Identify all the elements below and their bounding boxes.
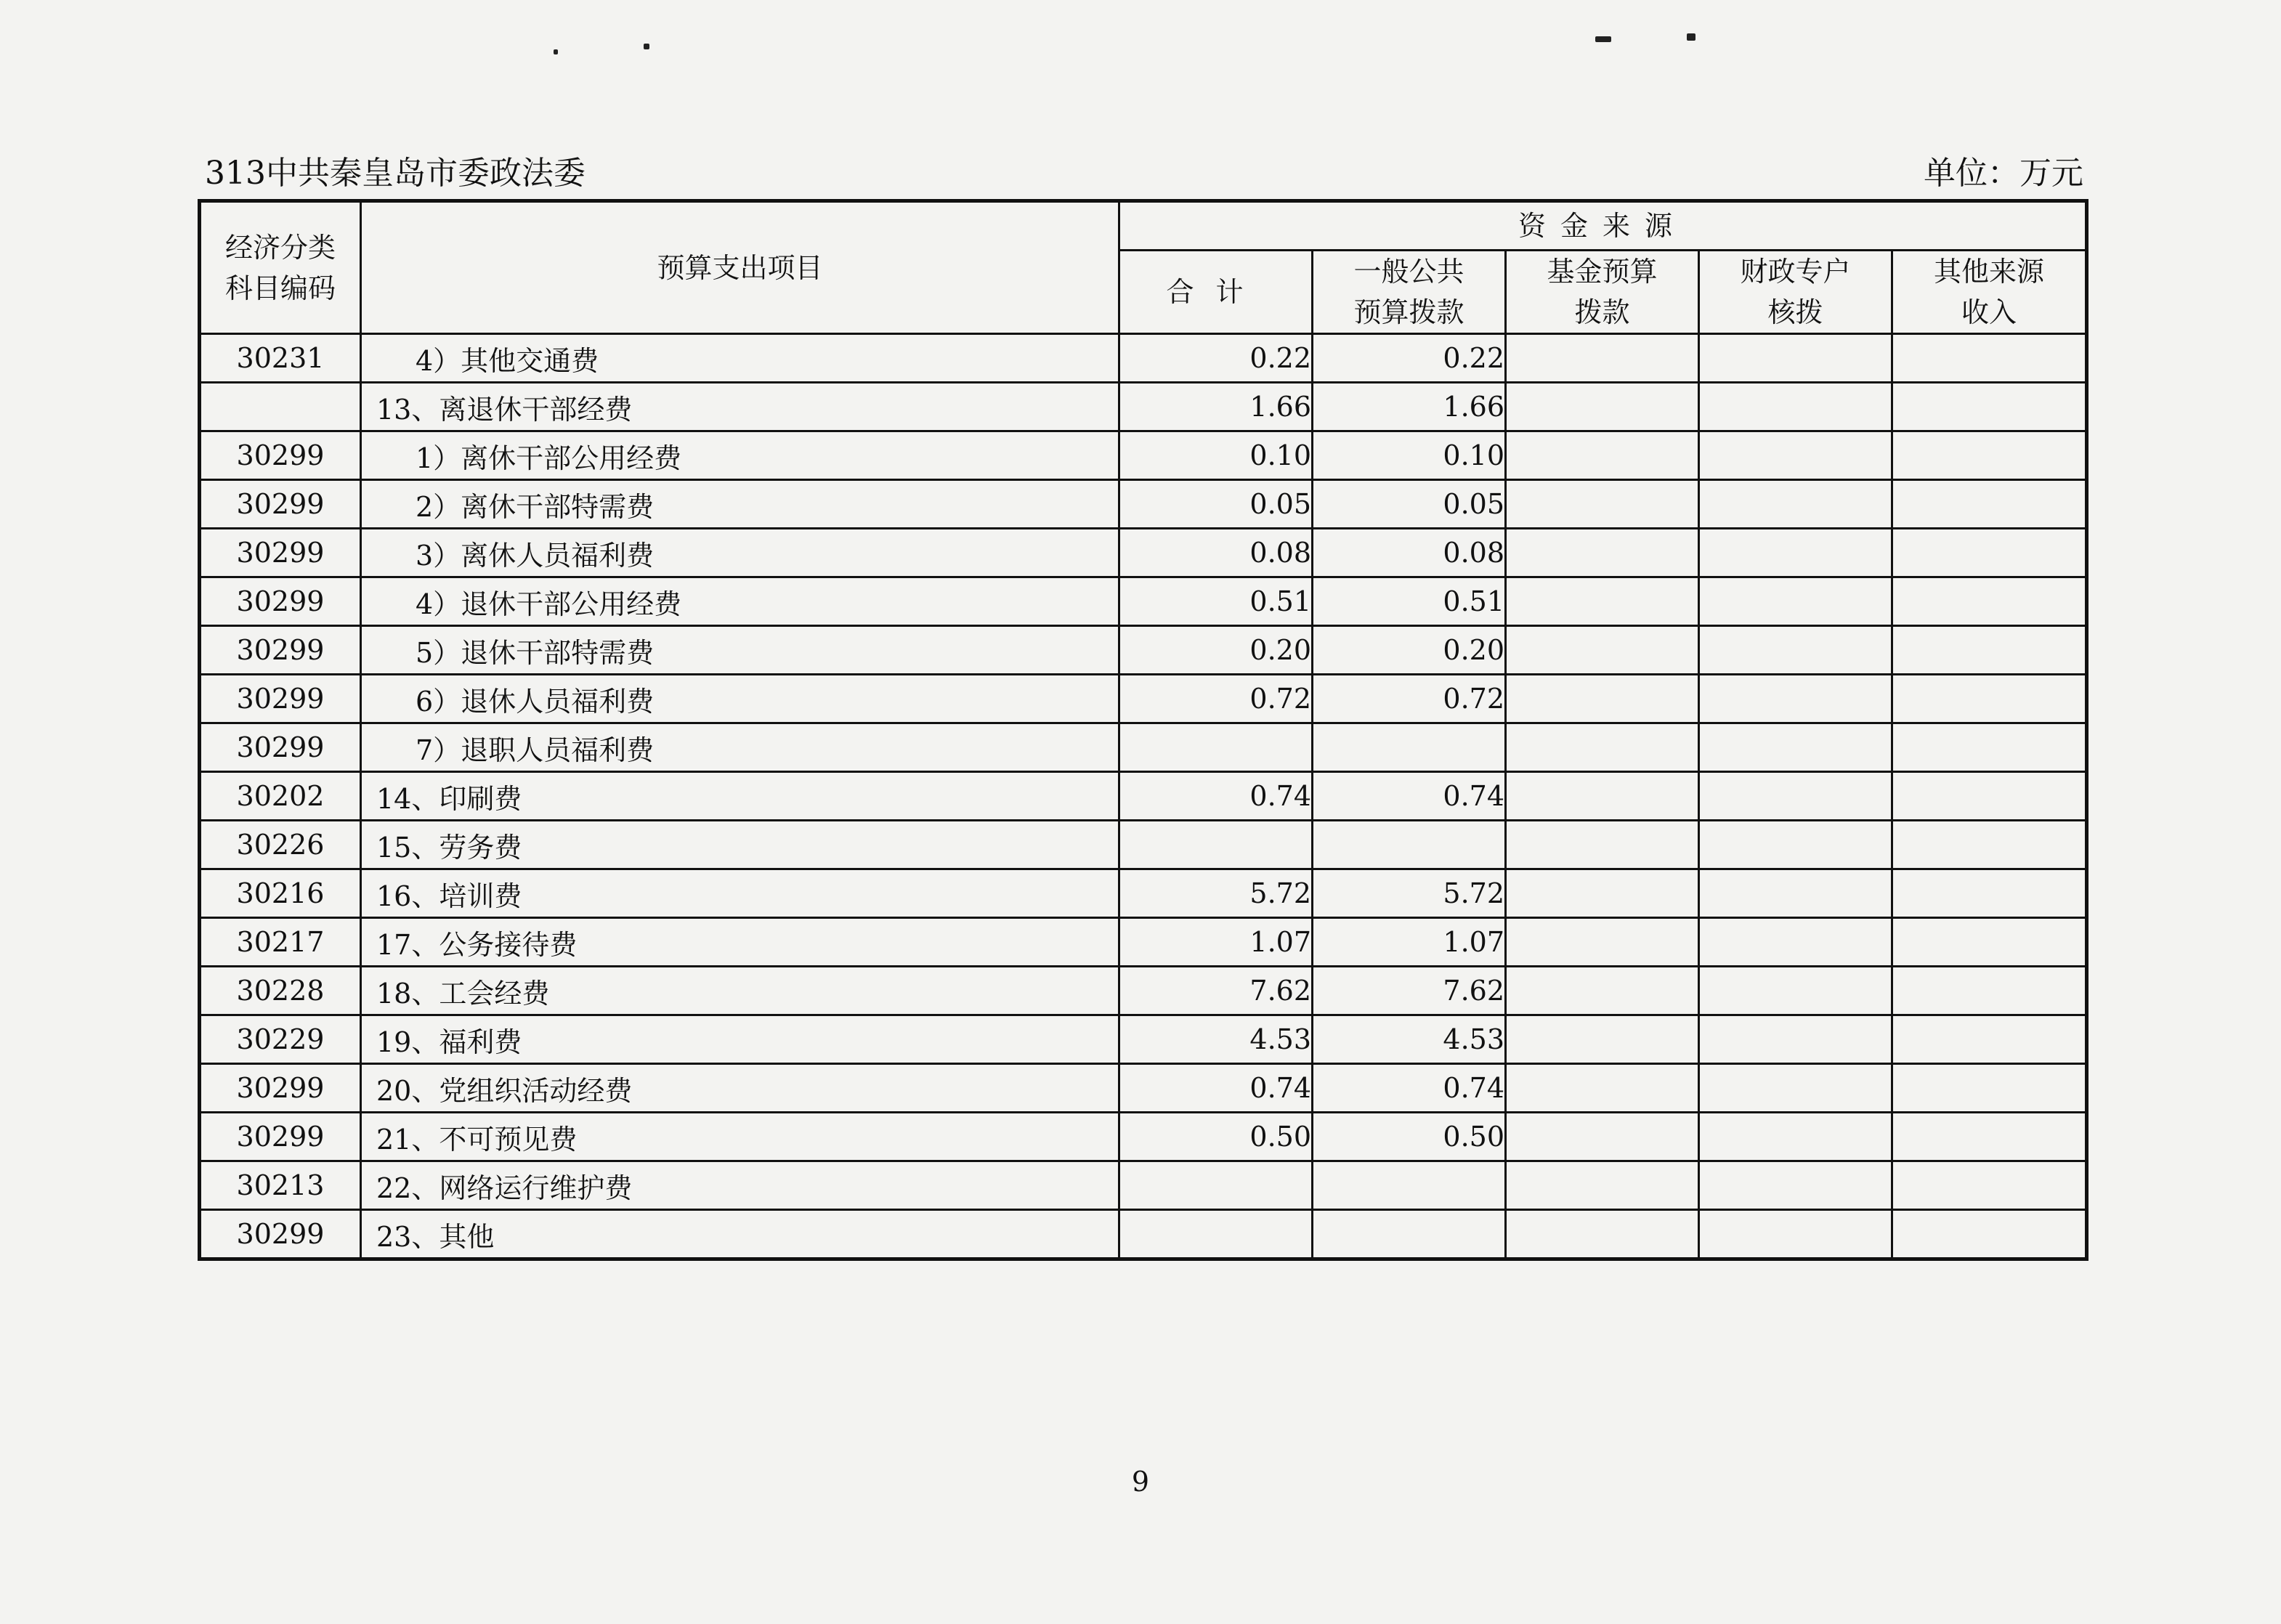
cell-general-budget: 0.05 [1313,480,1506,529]
cell-fund-budget [1506,334,1699,383]
cell-special-fiscal [1699,1161,1892,1210]
cell-fund-budget [1506,723,1699,772]
cell-other-income [1892,529,2087,577]
cell-fund-budget [1506,1015,1699,1064]
cell-code: 30299 [200,431,361,480]
header-total-label: 合计 [1166,276,1265,308]
table-row [200,967,2087,1015]
table-row [200,480,2087,529]
cell-special-fiscal [1699,1015,1892,1064]
cell-code: 30202 [200,772,361,821]
cell-code [200,383,361,431]
scan-speck [1687,33,1695,41]
cell-general-budget: 0.22 [1313,334,1506,383]
scan-speck [644,44,649,49]
scan-speck [1595,36,1611,42]
table-row [200,772,2087,821]
header-code [200,201,361,334]
table-row [200,918,2087,967]
cell-code: 30299 [200,1064,361,1113]
cell-item: 18、工会经费 [361,967,1119,1015]
document-header [202,150,2083,196]
scan-speck [554,49,558,54]
table-row [200,723,2087,772]
cell-total: 0.08 [1119,529,1313,577]
cell-general-budget [1313,1161,1506,1210]
cell-fund-budget [1506,918,1699,967]
cell-total: 1.66 [1119,383,1313,431]
cell-total: 0.20 [1119,626,1313,675]
cell-code: 30229 [200,1015,361,1064]
cell-code: 30226 [200,821,361,869]
cell-special-fiscal [1699,772,1892,821]
header-code-label: 经济分类科目编码 [224,231,336,304]
cell-other-income [1892,1210,2087,1259]
cell-special-fiscal [1699,383,1892,431]
cell-general-budget: 0.51 [1313,577,1506,626]
table-row [200,431,2087,480]
cell-code: 30299 [200,577,361,626]
cell-other-income [1892,1064,2087,1113]
table-row [200,334,2087,383]
cell-other-income [1892,723,2087,772]
cell-code: 30216 [200,869,361,918]
cell-general-budget: 0.74 [1313,772,1506,821]
cell-total: 0.05 [1119,480,1313,529]
cell-general-budget: 7.62 [1313,967,1506,1015]
cell-fund-budget [1506,821,1699,869]
cell-total: 0.72 [1119,675,1313,723]
cell-total: 7.62 [1119,967,1313,1015]
unit-label: 单位：万元 [1924,155,2083,192]
header-funding-source: 资金来源 [1119,201,2087,251]
cell-fund-budget [1506,967,1699,1015]
cell-total [1119,723,1313,772]
cell-general-budget: 0.50 [1313,1113,1506,1161]
cell-other-income [1892,821,2087,869]
cell-fund-budget [1506,1064,1699,1113]
cell-special-fiscal [1699,529,1892,577]
cell-total: 4.53 [1119,1015,1313,1064]
cell-special-fiscal [1699,821,1892,869]
header-special-fiscal [1699,251,1892,334]
header-fund-budget [1506,251,1699,334]
table-header [200,201,2087,334]
cell-item: 4）退休干部公用经费 [361,577,1119,626]
cell-special-fiscal [1699,723,1892,772]
cell-code: 30299 [200,480,361,529]
organization-title: 313中共秦皇岛市委政法委 [205,155,586,192]
cell-special-fiscal [1699,1113,1892,1161]
cell-special-fiscal [1699,1210,1892,1259]
table-row [200,1064,2087,1113]
cell-code: 30228 [200,967,361,1015]
header-general-budget-label: 一般公共预算拨款 [1353,256,1464,328]
cell-general-budget: 1.07 [1313,918,1506,967]
header-general-budget [1313,251,1506,334]
cell-general-budget: 0.74 [1313,1064,1506,1113]
cell-item: 17、公务接待费 [361,918,1119,967]
cell-item: 4）其他交通费 [361,334,1119,383]
cell-other-income [1892,967,2087,1015]
cell-item: 6）退休人员福利费 [361,675,1119,723]
table-row [200,626,2087,675]
cell-code: 30213 [200,1161,361,1210]
cell-other-income [1892,480,2087,529]
cell-other-income [1892,431,2087,480]
header-other-income-label: 其他来源收入 [1933,256,2044,328]
table-row [200,1161,2087,1210]
cell-code: 30299 [200,723,361,772]
cell-other-income [1892,334,2087,383]
cell-other-income [1892,383,2087,431]
table-row [200,1015,2087,1064]
cell-other-income [1892,1015,2087,1064]
cell-special-fiscal [1699,1064,1892,1113]
cell-total: 0.74 [1119,1064,1313,1113]
cell-code: 30231 [200,334,361,383]
cell-item: 7）退职人员福利费 [361,723,1119,772]
cell-general-budget: 5.72 [1313,869,1506,918]
cell-fund-budget [1506,1161,1699,1210]
cell-other-income [1892,918,2087,967]
header-fund-budget-label: 基金预算拨款 [1547,256,1658,328]
table-row [200,1210,2087,1259]
cell-special-fiscal [1699,626,1892,675]
cell-fund-budget [1506,626,1699,675]
table-row [200,383,2087,431]
cell-fund-budget [1506,529,1699,577]
cell-special-fiscal [1699,967,1892,1015]
cell-total: 1.07 [1119,918,1313,967]
cell-special-fiscal [1699,675,1892,723]
cell-general-budget: 0.08 [1313,529,1506,577]
cell-other-income [1892,675,2087,723]
cell-other-income [1892,1113,2087,1161]
cell-other-income [1892,1161,2087,1210]
table-row [200,821,2087,869]
cell-other-income [1892,626,2087,675]
cell-fund-budget [1506,1210,1699,1259]
cell-item: 3）离休人员福利费 [361,529,1119,577]
table-body [200,334,2087,1259]
cell-special-fiscal [1699,431,1892,480]
cell-general-budget: 0.72 [1313,675,1506,723]
cell-general-budget: 0.10 [1313,431,1506,480]
table-row [200,869,2087,918]
table-row [200,577,2087,626]
cell-code: 30299 [200,626,361,675]
cell-general-budget [1313,821,1506,869]
cell-fund-budget [1506,772,1699,821]
budget-table [198,199,2088,1261]
cell-item: 14、印刷费 [361,772,1119,821]
cell-general-budget: 0.20 [1313,626,1506,675]
cell-special-fiscal [1699,577,1892,626]
cell-fund-budget [1506,1113,1699,1161]
cell-item: 23、其他 [361,1210,1119,1259]
cell-item: 15、劳务费 [361,821,1119,869]
cell-item: 19、福利费 [361,1015,1119,1064]
cell-other-income [1892,577,2087,626]
header-total [1119,251,1313,334]
header-special-fiscal-label: 财政专户核拨 [1740,256,1851,328]
cell-total: 0.22 [1119,334,1313,383]
cell-fund-budget [1506,577,1699,626]
cell-item: 5）退休干部特需费 [361,626,1119,675]
table-row [200,1113,2087,1161]
cell-fund-budget [1506,675,1699,723]
cell-total: 0.50 [1119,1113,1313,1161]
cell-item: 13、离退休干部经费 [361,383,1119,431]
cell-general-budget: 1.66 [1313,383,1506,431]
cell-special-fiscal [1699,480,1892,529]
cell-total [1119,1210,1313,1259]
cell-total [1119,821,1313,869]
cell-item: 16、培训费 [361,869,1119,918]
cell-item: 21、不可预见费 [361,1113,1119,1161]
cell-fund-budget [1506,480,1699,529]
cell-total: 0.10 [1119,431,1313,480]
cell-total: 0.74 [1119,772,1313,821]
cell-other-income [1892,772,2087,821]
cell-code: 30299 [200,1113,361,1161]
cell-other-income [1892,869,2087,918]
cell-item: 20、党组织活动经费 [361,1064,1119,1113]
cell-item: 1）离休干部公用经费 [361,431,1119,480]
table-row [200,529,2087,577]
cell-special-fiscal [1699,869,1892,918]
cell-total: 0.51 [1119,577,1313,626]
page-number: 9 [1131,1466,1150,1498]
cell-special-fiscal [1699,334,1892,383]
cell-general-budget: 4.53 [1313,1015,1506,1064]
header-other-income [1892,251,2087,334]
cell-total: 5.72 [1119,869,1313,918]
cell-code: 30299 [200,675,361,723]
cell-general-budget [1313,1210,1506,1259]
cell-code: 30299 [200,529,361,577]
header-item: 预算支出项目 [361,201,1119,334]
cell-general-budget [1313,723,1506,772]
cell-code: 30217 [200,918,361,967]
cell-item: 22、网络运行维护费 [361,1161,1119,1210]
cell-fund-budget [1506,383,1699,431]
cell-special-fiscal [1699,918,1892,967]
cell-fund-budget [1506,869,1699,918]
table-row [200,675,2087,723]
cell-code: 30299 [200,1210,361,1259]
cell-fund-budget [1506,431,1699,480]
cell-item: 2）离休干部特需费 [361,480,1119,529]
cell-total [1119,1161,1313,1210]
